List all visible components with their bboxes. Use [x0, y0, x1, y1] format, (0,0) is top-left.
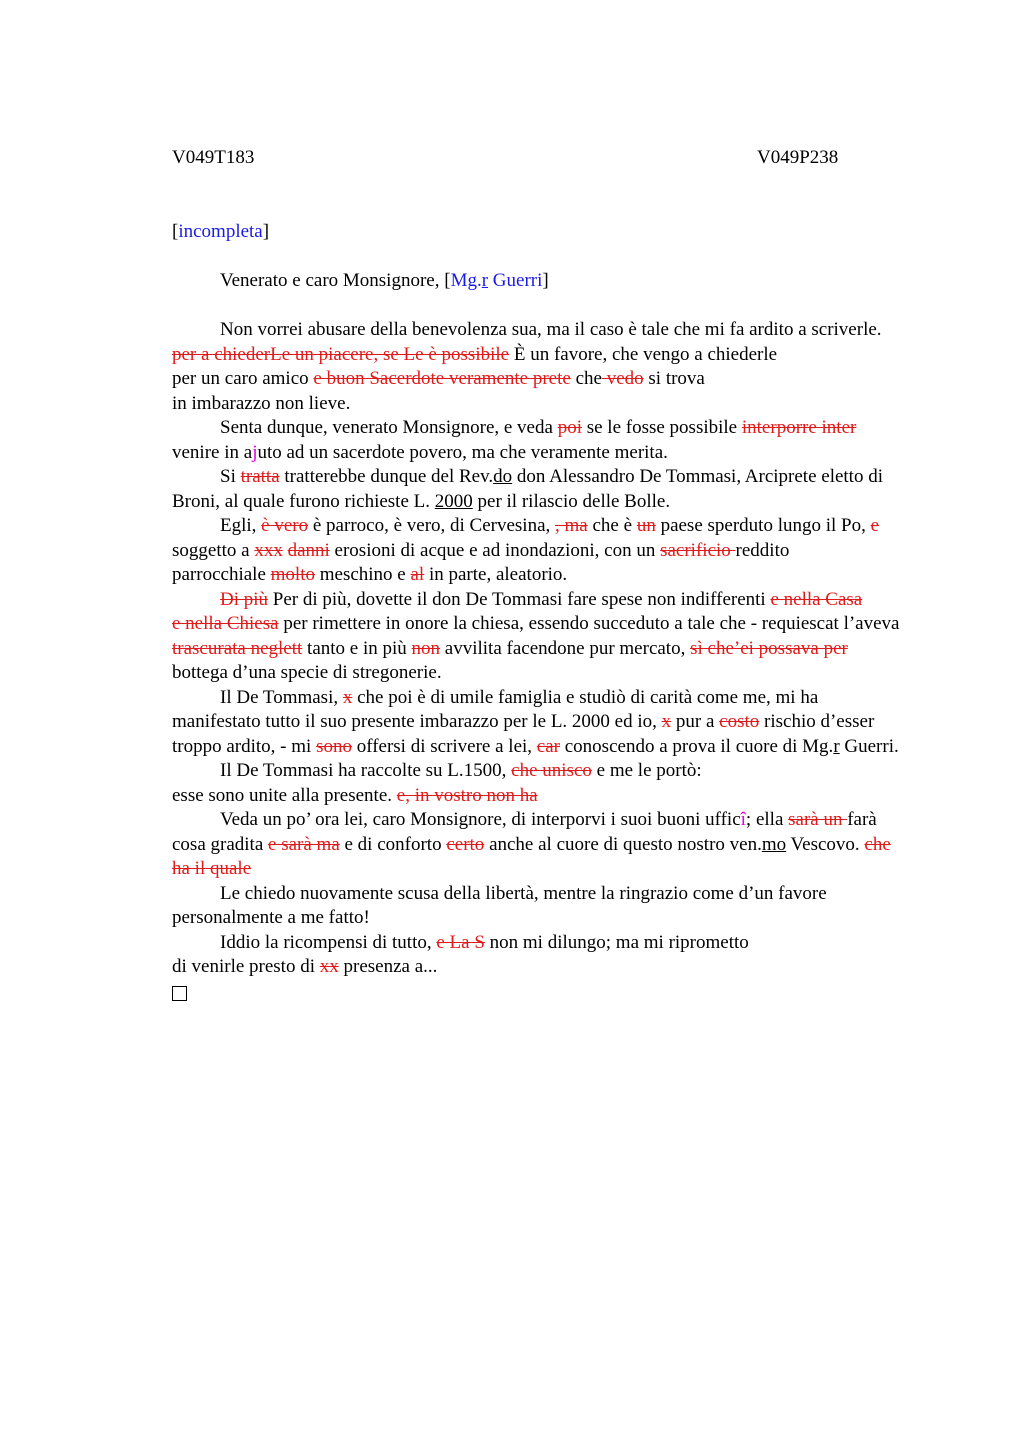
paragraph-1-cont: per un caro amico e buon Sacerdote veramente prete che vedo si trova: [172, 368, 705, 389]
paragraph-7-cont: esse sono unite alla presente. e, in vostro non ha: [172, 784, 538, 806]
addressee-name: Mg.r Guerri: [450, 270, 543, 291]
end-box-icon: [172, 986, 187, 1001]
paragraph-10-cont: di venirle presto di xx presenza a...: [172, 956, 438, 977]
paragraph-5: Di più Per di più, dovette il don De Tommasi fare spese non indifferenti e nella Casa: [220, 588, 863, 610]
paragraph-4-cont: parrocchiale molto meschino e al in parte, aleatorio.: [172, 564, 568, 585]
letter-body: [172, 318, 902, 1004]
paragraph-5-cont: e nella Chiesa per rimettere in onore la chiesa, essendo succeduto a tale che - requiescat l’aveva trascurata neglett tanto e in più non avvilita facendone pur mercato, sì che’ei possava per bottega d’una specie di stregonerie.: [172, 613, 900, 683]
paragraph-8: Veda un po’ ora lei, caro Monsignore, di interporvi i suoi buoni ufficî; ella sarà un farà cosa gradita e sarà ma e di conforto certo anche al cuore di questo nostro ven.mo Vescovo. che ha il quale: [172, 809, 891, 879]
paragraph-1: Non vorrei abusare della benevolenza sua, ma il caso è tale che mi fa ardito a scriverle. per a chiederLe un piacere, se Le è possibile È un favore, che vengo a chiederle: [172, 319, 882, 365]
salutation-text: Venerato e caro Monsignore,: [220, 270, 445, 291]
incomplete-label: incompleta: [178, 221, 263, 242]
paragraph-4: Egli, è vero è parroco, è vero, di Cervesina, , ma che è un paese sperduto lungo il Po, e soggetto a xxx danni erosioni di acque e ad inondazioni, con un sacrificio reddito: [172, 515, 880, 561]
paragraph-9: Le chiedo nuovamente scusa della libertà, mentre la ringrazio come d’un favore personalmente a me fatto!: [172, 882, 827, 928]
incomplete-note: [incompleta]: [172, 221, 270, 242]
paragraph-10: Iddio la ricompensi di tutto, e La S non mi dilungo; ma mi riprometto: [220, 931, 749, 953]
paragraph-2-cont: venire in ajuto ad un sacerdote povero, ma che veramente merita.: [172, 441, 668, 463]
paragraph-7: Il De Tommasi ha raccolte su L.1500, che unisco e me le portò:: [220, 760, 702, 781]
document-code-right: V049P238: [757, 147, 839, 168]
document-code-left: V049T183: [172, 147, 255, 168]
paragraph-3: Si tratta tratterebbe dunque del Rev.do don Alessandro De Tommasi, Arciprete eletto di Broni, al quale furono richieste L. 2000 per il rilascio delle Bolle.: [172, 466, 883, 512]
paragraph-1-end: in imbarazzo non lieve.: [172, 392, 351, 414]
salutation: Venerato e caro Monsignore, [Mg.r Guerri]: [220, 270, 549, 291]
end-mark: [172, 980, 902, 1005]
paragraph-2: Senta dunque, venerato Monsignore, e veda poi se le fosse possibile interporre inter: [220, 417, 857, 438]
paragraph-6: Il De Tommasi, x che poi è di umile famiglia e studiò di carità come me, mi ha manifestato tutto il suo presente imbarazzo per le L. 2000 ed io, x pur a costo rischio d’esser troppo ardito, - mi sono offersi di scrivere a lei, car conoscendo a prova il cuore di Mg.r Guerri.: [172, 686, 899, 757]
